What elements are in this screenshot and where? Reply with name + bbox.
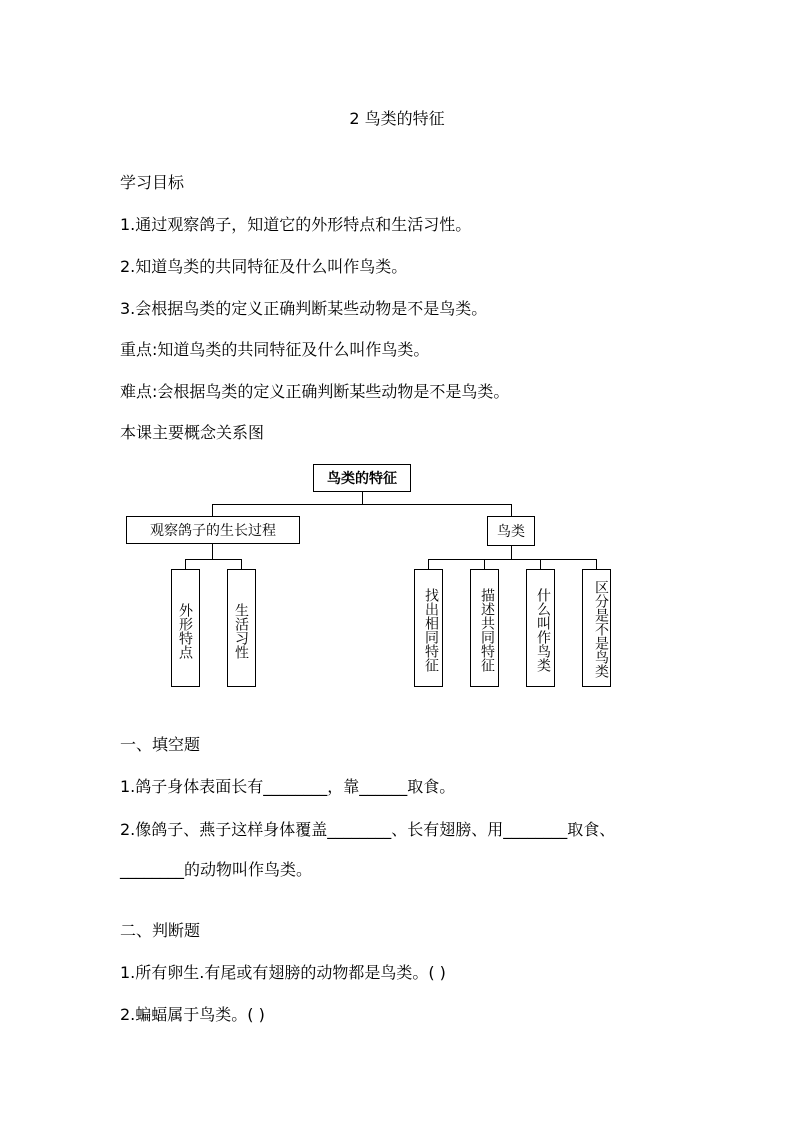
connector xyxy=(212,504,213,516)
connector xyxy=(212,504,512,505)
section-heading: 二、判断题 xyxy=(120,921,201,940)
objective-item: 3.会根据鸟类的定义正确判断某些动物是不是鸟类。 xyxy=(120,299,488,318)
connector xyxy=(511,546,512,559)
difficult-point: 难点:会根据鸟类的定义正确判断某些动物是不是鸟类。 xyxy=(120,382,510,401)
question: 1.鸽子身体表面长有________，靠______取食。 xyxy=(120,777,456,796)
concept-leaf: 外形特点 xyxy=(171,569,200,687)
connector xyxy=(484,559,485,569)
concept-leaf: 找出相同特征 xyxy=(414,569,443,687)
objective-item: 2.知道鸟类的共同特征及什么叫作鸟类。 xyxy=(120,257,408,276)
concept-leaf: 什么叫作鸟类 xyxy=(526,569,555,687)
connector xyxy=(428,559,429,569)
objectives-heading: 学习目标 xyxy=(120,173,185,192)
connector xyxy=(362,492,363,504)
connector xyxy=(241,559,242,569)
concept-root: 鸟类的特征 xyxy=(313,464,411,492)
question: 2.蝙蝠属于鸟类。( ) xyxy=(120,1005,265,1024)
concept-leaf: 描述共同特征 xyxy=(470,569,499,687)
concept-leaf: 区分是不是鸟类 xyxy=(582,569,611,687)
page-title: 2 鸟类的特征 xyxy=(349,109,445,128)
connector xyxy=(428,559,597,560)
connector xyxy=(596,559,597,569)
question: 2.像鸽子、燕子这样身体覆盖________、长有翅膀、用________取食、 xyxy=(120,820,616,839)
objective-item: 1.通过观察鸽子，知道它的外形特点和生活习性。 xyxy=(120,215,472,234)
connector xyxy=(540,559,541,569)
concept-leaf: 生活习性 xyxy=(227,569,256,687)
question: ________的动物叫作鸟类。 xyxy=(120,860,313,879)
section-heading: 一、填空题 xyxy=(120,735,201,754)
connector xyxy=(511,504,512,516)
concept-right-branch: 鸟类 xyxy=(487,516,535,546)
key-point: 重点:知道鸟类的共同特征及什么叫作鸟类。 xyxy=(120,340,430,359)
connector xyxy=(212,543,213,559)
connector xyxy=(185,559,186,569)
concept-map-heading: 本课主要概念关系图 xyxy=(120,423,265,442)
concept-left-branch: 观察鸽子的生长过程 xyxy=(126,516,300,544)
question: 1.所有卵生.有尾或有翅膀的动物都是鸟类。( ) xyxy=(120,963,446,982)
connector xyxy=(185,559,242,560)
